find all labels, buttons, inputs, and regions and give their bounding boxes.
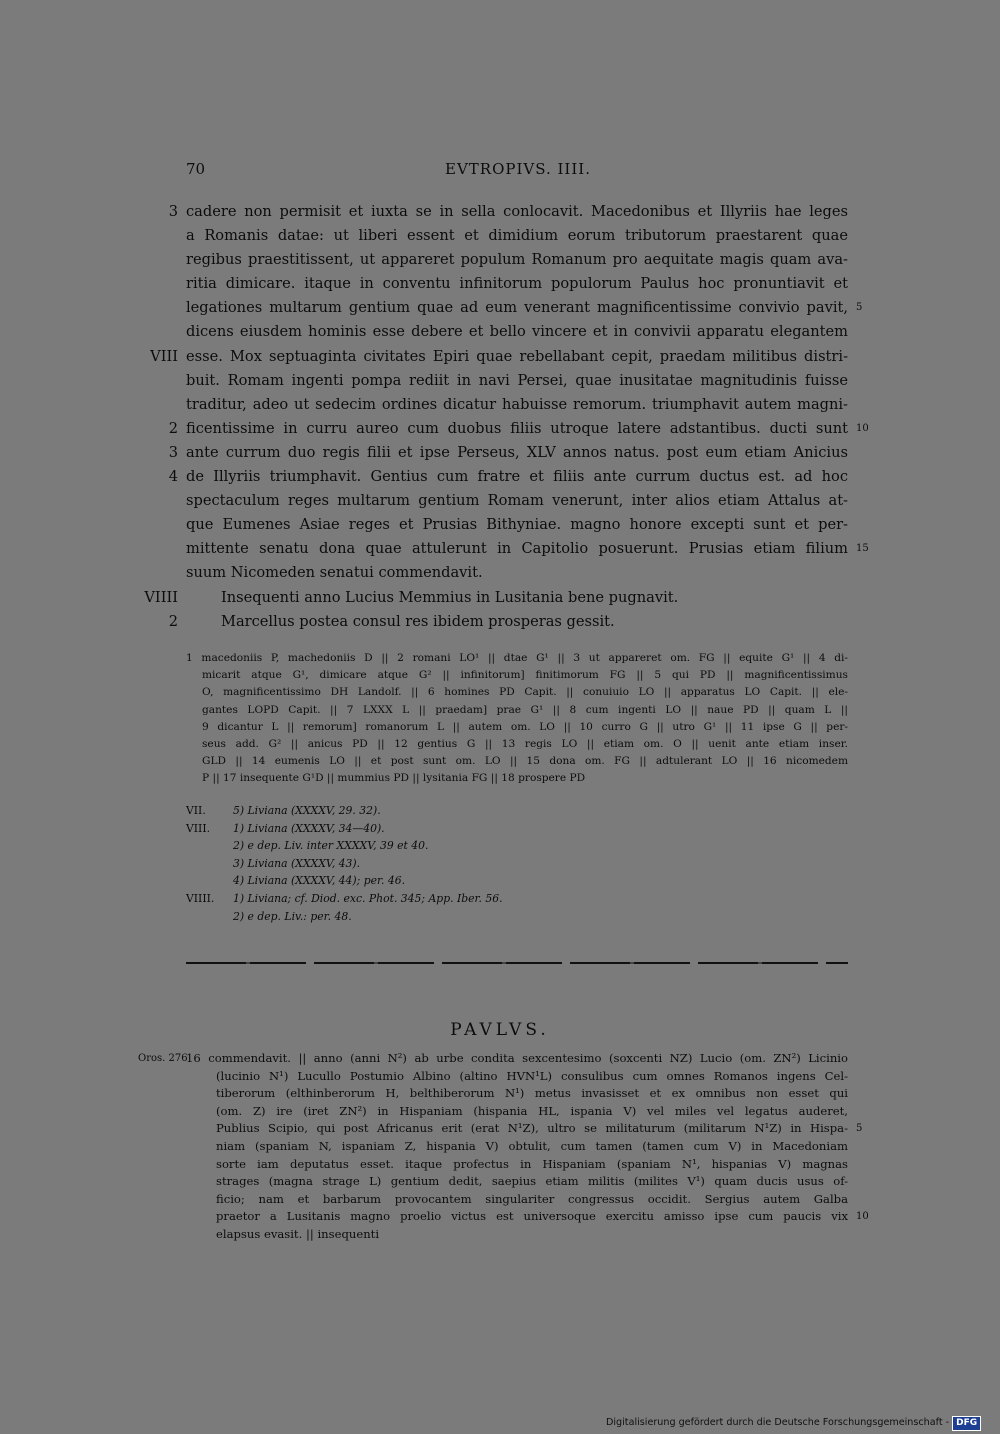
page-header bbox=[186, 160, 850, 182]
source-notes bbox=[186, 802, 686, 925]
text-line bbox=[0, 417, 1000, 441]
commentary-line bbox=[0, 1226, 1000, 1244]
source-label: VII. bbox=[186, 804, 206, 817]
commentary-text: elapsus evasit. || insequenti bbox=[216, 1226, 380, 1241]
commentary-line bbox=[0, 1191, 1000, 1209]
commentary-line bbox=[0, 1085, 1000, 1103]
line-number: 4 bbox=[168, 468, 178, 486]
apparatus-text: 1 macedoniis P, machedoniis D || 2 romani LO¹ || dtae G¹ || 3 ut appareret om. FG || equite G¹ || 4 di- bbox=[186, 652, 848, 664]
commentary-text: Publius Scipio, qui post Africanus erit (erat N¹Z), ultro se militaturum (militarum N¹Z) in Hispa- bbox=[216, 1121, 848, 1136]
apparatus-line bbox=[186, 650, 848, 667]
line-text: de Illyriis triumphavit. Gentius cum fratre et filiis ante currum ductus est. ad hoc bbox=[186, 468, 848, 486]
line-text: suum Nicomeden senatui commendavit. bbox=[186, 564, 483, 582]
text-line bbox=[0, 296, 1000, 320]
running-head: EVTROPIVS. IIII. bbox=[445, 160, 591, 178]
apparatus-text: 9 dicantur L || remorum] romanorum L || autem om. LO || 10 curro G || utro G¹ || 11 ipse G || per- bbox=[202, 720, 848, 733]
text-line bbox=[0, 513, 1000, 537]
apparatus-text: P || 17 insequente G¹D || mummius PD || lysitania FG || 18 prospere PD bbox=[202, 772, 586, 785]
apparatus-line bbox=[186, 684, 848, 701]
paulus-commentary bbox=[0, 1050, 1000, 1244]
line-text: a Romanis datae: ut liberi essent et dimidium eorum tributorum praestarent quae bbox=[186, 227, 848, 245]
section-title: PAVLVS. bbox=[450, 1020, 550, 1040]
footer bbox=[606, 1415, 994, 1431]
commentary-text: sorte iam deputatus esset. itaque profectus in Hispaniam (spaniam N¹, hispanias V) magnas bbox=[216, 1156, 848, 1171]
commentary-line bbox=[0, 1208, 1000, 1226]
apparatus-text: gantes LOPD Capit. || 7 LXXX L || praedam] prae G¹ || 8 cum ingenti LO || naue PD || quam L || bbox=[202, 703, 848, 716]
text-line bbox=[0, 441, 1000, 465]
apparatus-text: seus add. G² || anicus PD || 12 gentius G || 13 regis LO || etiam om. O || uenit ante etiam inser. bbox=[202, 737, 848, 750]
commentary-text: praetor a Lusitanis magno proelio victus est universoque exercitu amisso ipse cum paucis vix bbox=[216, 1209, 848, 1224]
main-text bbox=[0, 200, 1000, 634]
text-line bbox=[0, 200, 1000, 224]
text-line bbox=[0, 393, 1000, 417]
commentary-text: strages (magna strage L) gentium dedit, saepius etiam militis (milites V¹) quam ducis usus of- bbox=[216, 1174, 848, 1189]
apparatus-line bbox=[186, 770, 848, 787]
text-line bbox=[0, 561, 1000, 585]
line-number: 3 bbox=[168, 203, 178, 220]
text-line bbox=[0, 345, 1000, 369]
source-text: 5) Liviana (XXXXV, 29. 32). bbox=[233, 804, 381, 817]
apparatus-line bbox=[186, 667, 848, 684]
source-line bbox=[186, 820, 686, 838]
apparatus-line bbox=[186, 736, 848, 753]
source-line bbox=[186, 890, 686, 908]
line-text: traditur, adeo ut sedecim ordines dicatur habuisse remorum. triumphavit autem magni- bbox=[186, 395, 848, 413]
apparatus-text: GLD || 14 eumenis LO || et post sunt om. LO || 15 dona om. FG || adtulerant LO || 16 nicomedem bbox=[202, 755, 848, 768]
commentary-text: (lucinio N¹) Lucullo Postumio Albino (altino HVN¹L) consulibus cum omnes Romanos ingens Cel- bbox=[216, 1068, 848, 1083]
commentary-line bbox=[0, 1103, 1000, 1121]
line-text: ficentissime in curru aureo cum duobus filiis utroque latere adstantibus. ducti sunt bbox=[186, 419, 848, 437]
text-line bbox=[0, 320, 1000, 344]
source-line bbox=[186, 872, 686, 890]
text-line bbox=[0, 586, 1000, 610]
footer-text: Digitalisierung gefördert durch die Deutsche Forschungsgemeinschaft - bbox=[606, 1417, 950, 1428]
apparatus-line bbox=[186, 702, 848, 719]
margin-line-number: 15 bbox=[856, 543, 869, 555]
critical-apparatus bbox=[186, 650, 848, 788]
source-text: 4) Liviana (XXXXV, 44); per. 46. bbox=[233, 874, 406, 888]
commentary-line bbox=[0, 1120, 1000, 1138]
source-line bbox=[186, 855, 686, 873]
commentary-line bbox=[0, 1050, 1000, 1068]
margin-line-number: 10 bbox=[856, 422, 869, 434]
line-number: 2 bbox=[168, 612, 178, 630]
text-line bbox=[0, 248, 1000, 272]
margin-line-number: 10 bbox=[856, 1211, 869, 1223]
commentary-text: ficio; nam et barbarum provocantem singulariter congressus occidit. Sergius autem Galba bbox=[216, 1191, 848, 1206]
apparatus-text: O, magnificentissimo DH Landolf. || 6 homines PD Capit. || conuiuio LO || apparatus LO Capit. || ele- bbox=[202, 686, 848, 699]
text-line bbox=[0, 537, 1000, 561]
source-text: 1) Liviana (XXXXV, 34—40). bbox=[233, 821, 385, 835]
line-text: regibus praestitissent, ut appareret populum Romanum pro aequitate magis quam ava- bbox=[186, 251, 848, 269]
page-number: 70 bbox=[186, 160, 206, 178]
apparatus-line bbox=[186, 753, 848, 770]
line-text: ante currum duo regis filii et ipse Perseus, XLV annos natus. post eum etiam Anicius bbox=[186, 443, 848, 461]
text-line bbox=[0, 369, 1000, 393]
line-text: ritia dimicare. itaque in conventu infinitorum populorum Paulus hoc pronuntiavit et bbox=[186, 275, 848, 293]
source-label: VIIII. bbox=[186, 891, 215, 905]
commentary-text: tiberorum (elthinberorum H, belthiberorum N¹) metus invasisset et ex omnibus non esset qui bbox=[216, 1086, 848, 1101]
source-line bbox=[186, 802, 686, 820]
source-line bbox=[186, 908, 686, 926]
commentary-text: (om. Z) ire (iret ZN²) in Hispaniam (hispania HL, ispania V) vel miles vel legatus auderet, bbox=[216, 1103, 848, 1118]
line-text: mittente senatu dona quae attulerunt in Capitolio posuerunt. Prusias etiam filium bbox=[186, 540, 848, 558]
source-label: VIII. bbox=[186, 821, 211, 835]
commentary-text: 16 commendavit. || anno (anni N²) ab urbe condita sexcentesimo (soxcenti NZ) Lucio (om. ZN²) Licinio bbox=[186, 1051, 848, 1065]
dfg-logo: DFG bbox=[952, 1416, 981, 1431]
source-text: 1) Liviana; cf. Diod. exc. Phot. 345; App. Iber. 56. bbox=[233, 891, 503, 905]
text-line bbox=[0, 465, 1000, 489]
source-text: 3) Liviana (XXXXV, 43). bbox=[233, 856, 361, 870]
text-line bbox=[0, 224, 1000, 248]
orosius-reference: Oros. 276 bbox=[138, 1053, 188, 1064]
separator-rule bbox=[186, 962, 848, 964]
source-line bbox=[186, 837, 686, 855]
line-text: esse. Mox septuaginta civitates Epiri quae rebellabant cepit, praedam militibus distri- bbox=[186, 347, 848, 365]
line-text: spectaculum reges multarum gentium Romam venerunt, inter alios etiam Attalus at- bbox=[186, 492, 848, 510]
source-text: 2) e dep. Liv.: per. 48. bbox=[233, 909, 352, 923]
commentary-line bbox=[0, 1173, 1000, 1191]
line-number: VIII bbox=[150, 347, 178, 365]
line-number: 2 bbox=[168, 419, 178, 437]
commentary-line bbox=[0, 1156, 1000, 1174]
line-text: Insequenti anno Lucius Memmius in Lusitania bene pugnavit. bbox=[221, 588, 679, 606]
line-text: buit. Romam ingenti pompa rediit in navi Persei, quae inusitatae magnitudinis fuisse bbox=[186, 371, 848, 389]
text-line bbox=[0, 489, 1000, 513]
line-text: Marcellus postea consul res ibidem prosperas gessit. bbox=[221, 612, 615, 630]
line-number: VIIII bbox=[144, 588, 178, 606]
apparatus-text: micarit atque G¹, dimicare atque G² || infinitorum] finitimorum FG || 5 qui PD || magnificentissimus bbox=[202, 669, 848, 682]
source-text: 2) e dep. Liv. inter XXXXV, 39 et 40. bbox=[233, 839, 429, 853]
line-text: dicens eiusdem hominis esse debere et bello vincere et in convivii apparatu elegantem bbox=[186, 323, 848, 341]
text-line bbox=[0, 272, 1000, 296]
margin-line-number: 5 bbox=[856, 302, 863, 314]
text-line bbox=[0, 610, 1000, 634]
margin-line-number: 5 bbox=[856, 1123, 863, 1135]
line-text: legationes multarum gentium quae ad eum venerant magnificentissime convivio pavit, bbox=[186, 299, 848, 317]
commentary-line bbox=[0, 1068, 1000, 1086]
line-text: que Eumenes Asiae reges et Prusias Bithyniae. magno honore excepti sunt et per- bbox=[186, 516, 848, 534]
line-text: cadere non permisit et iuxta se in sella conlocavit. Macedonibus et Illyriis hae leges bbox=[186, 203, 848, 220]
commentary-text: niam (spaniam N, ispaniam Z, hispania V) obtulit, cum tamen (tamen cum V) in Macedoniam bbox=[216, 1138, 848, 1153]
apparatus-line bbox=[186, 719, 848, 736]
line-number: 3 bbox=[168, 443, 178, 461]
commentary-line bbox=[0, 1138, 1000, 1156]
